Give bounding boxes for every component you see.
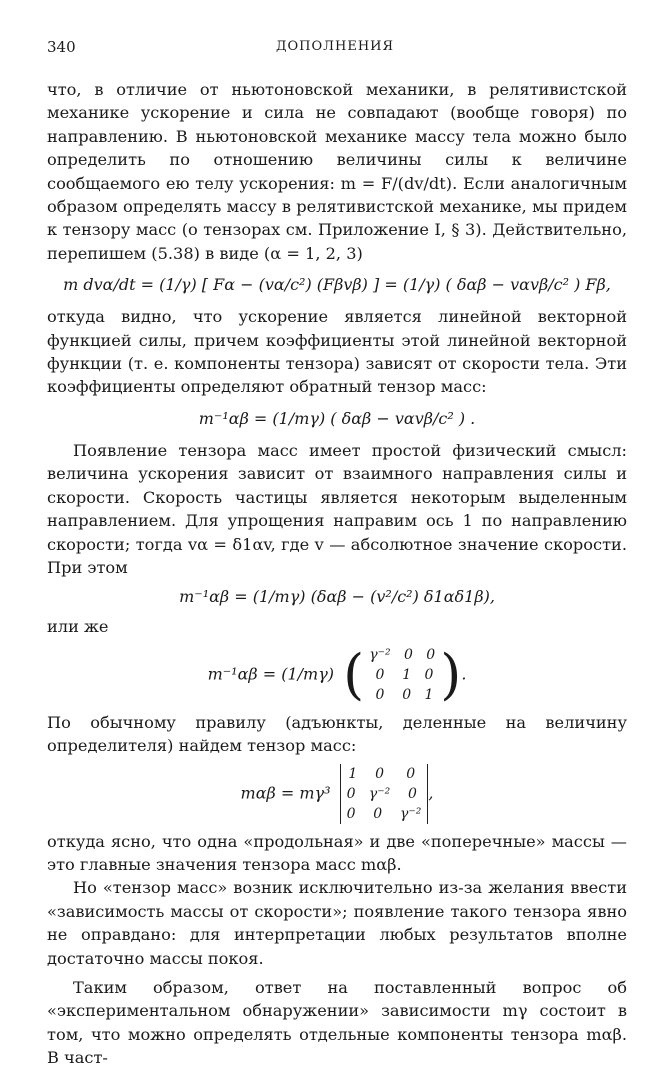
equation-4-lhs: m⁻¹αβ = (1/mγ) xyxy=(207,664,335,684)
matrix-grid xyxy=(369,645,435,705)
section-title: ДОПОЛНЕНИЯ xyxy=(275,39,395,54)
running-header xyxy=(47,38,623,60)
paragraph-5: По обычному правилу (адъюнкты, деленные на величину определителя) найдем тензор масс: xyxy=(47,712,627,756)
paragraph-1: что, в отличие от ньютоновской механики, в релятивистской механике ускорение и сила не совпадают (вообще говоря) по направлению. В ньютоновской механике массу тела можно было определить по отношению величины силы к величине сообщаемого ею телу ускорения: m = F/(dv/dt). Если аналогичным образом определять массу в релятивистской механике, мы придем к тензору масс (о тензорах см. Приложение I, § 3). Действительно, перепишем (5.38) в виде (α = 1, 2, 3) xyxy=(47,80,627,263)
equation-2: m⁻¹αβ = (1/mγ) ( δαβ − vαvβ/c² ) . xyxy=(198,408,476,428)
equation-5-lhs: mαβ = mγ³ xyxy=(240,783,331,803)
right-bracket-icon: ) xyxy=(440,642,462,706)
equation-1: m dvα/dt = (1/γ) [ Fα − (vα/c²) (Fβvβ) ] = (1/γ) ( δαβ − vαvβ/c² ) Fβ, xyxy=(63,275,611,295)
matrix xyxy=(343,642,462,706)
paragraph-3: Появление тензора масс имеет простой физический смысл: величина ускорения зависит от взаимного направления силы и скорости. Скорость частицы является некоторым выделенным направлением. Для упрощения направим ось 1 по направлению скорости; тогда vα = δ1αv, где v — абсолютное значение скорости. При этом xyxy=(47,440,627,577)
paragraph-2: откуда видно, что ускорение является линейной векторной функцией силы, причем коэффициенты этой линейной векторной функции (т. е. компоненты тензора) зависят от скорости тела. Эти коэффициенты определяют обратный тензор масс: xyxy=(47,307,627,397)
paragraph-6: откуда ясно, что одна «продольная» и две «поперечные» массы — это главные значения тензора масс mαβ. xyxy=(47,831,627,874)
det-row-1: 1 0 0 xyxy=(348,765,420,782)
equation-5 xyxy=(47,764,627,824)
left-bracket-icon: ( xyxy=(343,642,365,706)
det-row-2: 0 γ⁻² 0 xyxy=(346,785,422,802)
page-number: 340 xyxy=(47,38,76,56)
page-body xyxy=(47,78,627,1070)
matrix-row-3: 0 0 1 xyxy=(371,686,434,703)
equation-4-end: . xyxy=(461,664,467,684)
det-row-3: 0 0 γ⁻² xyxy=(346,805,422,822)
paragraph-7: Но «тензор масс» возник исключительно из-за желания ввести «зависимость массы от скорости»; появление такого тензора явно не оправдано: для интерпретации любых результатов вполне достаточно массы покоя. xyxy=(47,878,627,968)
equation-3: m⁻¹αβ = (1/mγ) (δαβ − (v²/c²) δ1αδ1β), xyxy=(179,587,495,607)
equation-5-end: , xyxy=(428,783,434,803)
paragraph-8: Таким образом, ответ на поставленный вопрос об «экспериментальном обнаружении» зависимости mγ состоит в том, что можно определять отдельные компоненты тензора mαβ. В част- xyxy=(47,977,627,1068)
matrix-row-2: 0 1 0 xyxy=(371,666,434,683)
determinant xyxy=(340,764,429,824)
matrix-row-1: γ⁻² 0 0 xyxy=(369,646,436,663)
paragraph-4: или же xyxy=(47,617,109,637)
equation-4 xyxy=(47,642,627,706)
